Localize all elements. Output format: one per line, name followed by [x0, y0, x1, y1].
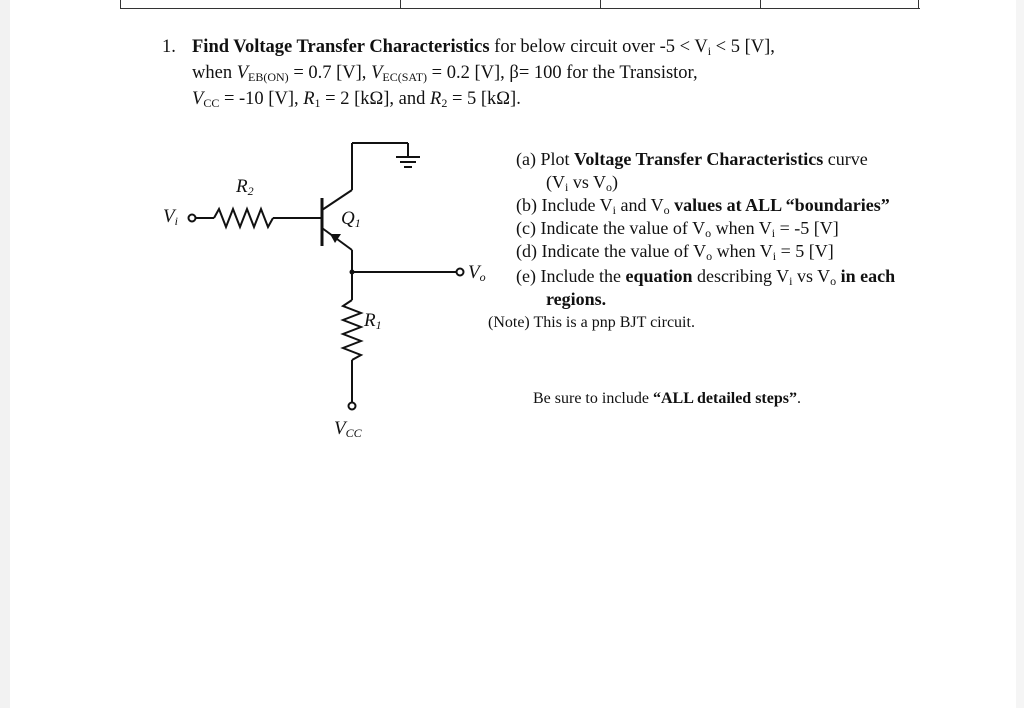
q1-collector-lead — [322, 190, 352, 210]
vcc-label: $V_{CC}$ — [334, 418, 362, 440]
part-e-cont: regions. — [546, 289, 607, 309]
part-a: (a) Plot Voltage Transfer Characteristics curve — [516, 149, 868, 169]
r1-subscript: 1 — [314, 96, 321, 110]
r2-label: $R_2$ — [236, 176, 254, 198]
vo-terminal — [457, 269, 464, 276]
part-a-cont: ($V_i$ vs $V_o$) — [546, 172, 619, 194]
veb-value: = 0.7 [V], — [288, 63, 372, 83]
part-e: (e) Include the equation describing $V_i$ vs $V_o$ in each — [516, 266, 896, 288]
veb-symbol: V — [236, 63, 249, 83]
pnp-note: (Note) This is a pnp BJT circuit. — [488, 314, 695, 331]
vo-junction-dot — [350, 270, 355, 275]
r2-subscript: 2 — [441, 96, 448, 110]
veb-subscript: EB(ON) — [248, 70, 289, 84]
vec-value: = 0.2 [V], β= 100 for the Transistor, — [427, 63, 698, 83]
vcc-terminal — [349, 403, 356, 410]
problem-range-end: < 5 [V], — [715, 37, 775, 57]
r1-symbol: R — [303, 89, 315, 109]
detailed-steps-reminder: Be sure to include “ALL detailed steps”. — [533, 390, 801, 407]
vec-symbol: V — [371, 63, 383, 83]
r2-value: = 5 [kΩ]. — [447, 89, 521, 109]
vcc-symbol: V — [192, 89, 204, 109]
problem-number: 1. — [162, 37, 176, 57]
r1-resistor — [343, 300, 361, 360]
problem-title: Find Voltage Transfer Characteristics — [192, 37, 490, 57]
r2-symbol: R — [430, 89, 442, 109]
problem-range-text: for below circuit over -5 < V — [494, 37, 708, 57]
r1-label: $R_1$ — [364, 310, 382, 332]
part-c: (c) Indicate the value of $V_o$ when $V_i = -5$ [V] — [516, 218, 839, 240]
part-d: (d) Indicate the value of $V_o$ when $V_i = 5$ [V] — [516, 241, 834, 263]
vcc-subscript: CC — [203, 96, 220, 110]
r2-resistor — [214, 209, 273, 227]
part-b: (b) Include $V_i$ and $V_o$ values at ALL “boundaries” — [516, 195, 890, 217]
vi-subscript: i — [707, 44, 712, 58]
vi-label: $V_i$ — [163, 206, 178, 228]
q1-label: $Q_1$ — [341, 208, 361, 230]
vo-label: $V_o$ — [468, 262, 486, 284]
r1-value: = 2 [kΩ], and — [320, 89, 431, 109]
vec-subscript: EC(SAT) — [382, 70, 428, 84]
vi-terminal — [189, 215, 196, 222]
problem-when: when — [192, 63, 237, 83]
vcc-value: = -10 [V], — [219, 89, 304, 109]
